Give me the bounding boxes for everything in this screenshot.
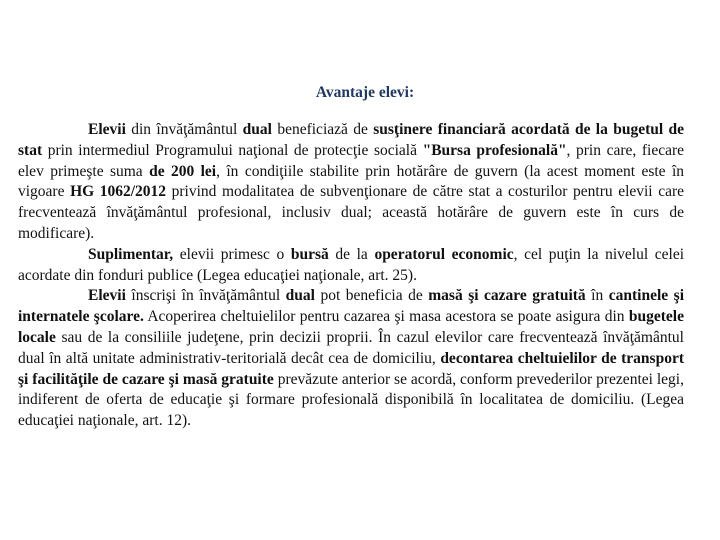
text-segment: în — [585, 287, 609, 305]
text-segment: , prin care, fiecare elev primeşte suma — [18, 141, 684, 180]
body-text — [18, 120, 684, 432]
emphasized-text: susţinere financiară acordată de la bugetul de stat — [18, 121, 685, 159]
emphasized-text: Elevii — [88, 121, 126, 138]
emphasized-text: cantinele şi internatele şcolare. — [18, 287, 684, 326]
text-segment: , în condiţiile stabilite prin hotărâre de guvern (la acest moment este în vigoare — [18, 162, 685, 201]
paragraph-masa-cazare — [18, 286, 684, 432]
emphasized-text: dual — [242, 121, 272, 138]
emphasized-text: bursă — [290, 245, 329, 263]
text-segment: sau de la consiliile judeţene, prin decizii proprii. În cazul elevilor care frecventează învăţământul dual în altă unitate administrativ-teritorială decât cea de domiciliu, — [18, 328, 684, 367]
emphasized-text: dual — [285, 287, 315, 305]
text-segment: pot beneficia de — [314, 287, 429, 305]
paragraph-bursa-profesionala — [18, 120, 684, 245]
paragraph-bursa-operator — [18, 245, 684, 287]
emphasized-text: HG 1062/2012 — [70, 183, 167, 201]
emphasized-text: de 200 lei — [149, 162, 217, 180]
text-segment: de la — [328, 245, 375, 263]
text-segment: Acoperirea cheltuielilor pentru cazarea şi masa acestora se poate asigura din — [143, 308, 629, 326]
emphasized-text: bugetele locale — [18, 308, 684, 346]
text-segment: din învăţământul — [125, 121, 243, 138]
text-segment: elevii primesc o — [173, 245, 291, 263]
emphasized-text: Suplimentar, — [88, 245, 174, 263]
emphasized-text: operatorul economic — [374, 245, 514, 263]
text-segment: , cel puţin la nivelul celei acordate din fonduri publice (Legea educaţiei naţionale, art. 25). — [18, 245, 685, 284]
emphasized-text: decontarea cheltuielilor de transport şi facilităţile de cazare şi masă gratuite — [18, 349, 685, 388]
text-segment: prevăzute anterior se acordă, conform prevederilor prezentei legi, indiferent de oferta de educaţie şi formare profesională disponibilă în localitatea de domiciliu. (Legea educaţiei naţionale, art. 12). — [18, 370, 684, 430]
emphasized-text: Elevii — [88, 287, 126, 305]
emphasized-text: masă şi cazare gratuită — [428, 287, 586, 305]
page-title: Avantaje elevi: — [315, 84, 415, 101]
text-segment: înscrişi în învăţământul — [125, 287, 286, 305]
text-segment: prin intermediul Programului naţional de protecţie socială — [42, 141, 423, 159]
text-segment: privind modalitatea de subvenţionare de către stat a costurilor pentru elevii care frecventează învăţământul profesional, inclusiv dual; această hotărâre de guvern este în curs de modificare). — [18, 183, 684, 242]
text-segment: beneficiază de — [271, 121, 374, 138]
emphasized-text: "Bursa profesională" — [422, 141, 567, 159]
